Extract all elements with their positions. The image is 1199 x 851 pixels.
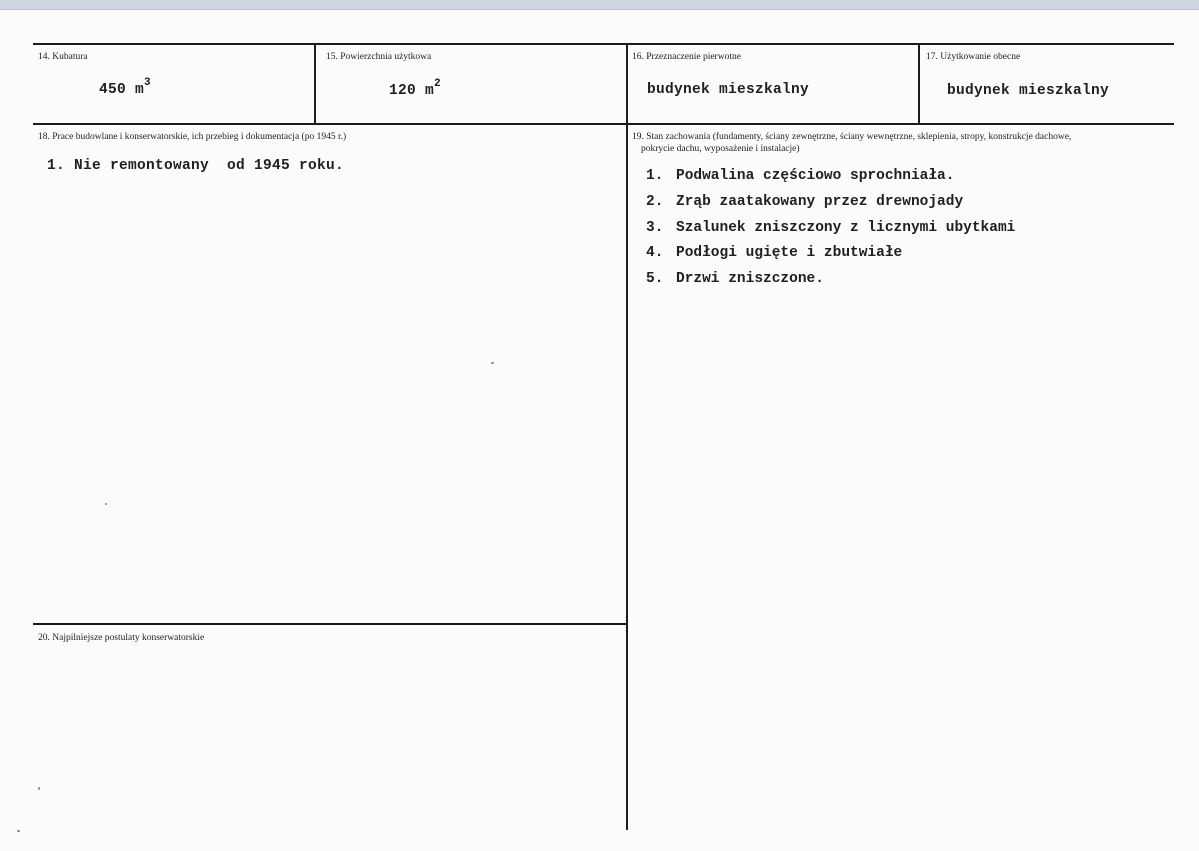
stan-item	[646, 267, 1015, 293]
rule-top	[33, 43, 1174, 45]
stan-label-line2: pokrycie dachu, wyposażenie i instalacje)	[641, 144, 800, 154]
stan-label-line1: 19. Stan zachowania (fundamenty, ściany zewnętrzne, ściany wewnętrzne, sklepienia, stropy, konstrukcje dachowe,	[632, 132, 1072, 142]
divider-center	[626, 43, 628, 830]
powierzchnia-label: 15. Powierzchnia użytkowa	[326, 52, 432, 62]
rule-row2	[33, 123, 1174, 125]
powierzchnia-exponent: 2	[434, 78, 441, 90]
stan-item	[646, 241, 1015, 267]
kubatura-number: 450	[99, 81, 127, 98]
stan-item-text: Szalunek zniszczony z licznymi ubytkami	[676, 219, 1016, 236]
rule-row3	[33, 623, 628, 625]
stan-item-number: 3.	[646, 219, 664, 236]
uzytkowanie-value: budynek mieszkalny	[947, 83, 1110, 99]
stan-items-list	[646, 164, 1015, 293]
stan-item	[646, 190, 1015, 216]
stan-item	[646, 216, 1015, 242]
scan-speck	[491, 362, 494, 364]
stan-item-text: Podłogi ugięte i zbutwiałe	[676, 245, 903, 262]
scan-speck	[17, 830, 20, 832]
stan-item-text: Podwalina częściowo sprochniała.	[676, 168, 955, 184]
divider-col1	[314, 43, 316, 124]
stan-item-text: Drzwi zniszczone.	[676, 271, 824, 288]
scan-speck	[105, 503, 107, 505]
przeznaczenie-label: 16. Przeznaczenie pierwotne	[632, 52, 741, 62]
powierzchnia-unit: m	[425, 82, 435, 99]
prace-label: 18. Prace budowlane i konserwatorskie, ich przebieg i dokumentacja (po 1945 r.)	[38, 132, 347, 142]
prace-value: 1. Nie remontowany od 1945 roku.	[47, 158, 345, 174]
stan-item	[646, 164, 1015, 190]
uzytkowanie-label: 17. Użytkowanie obecne	[926, 52, 1021, 62]
stan-item-number: 4.	[646, 245, 664, 262]
stan-item-text: Zrąb zaatakowany przez drewnojady	[676, 193, 964, 210]
stan-item-number: 2.	[646, 193, 664, 210]
przeznaczenie-value: budynek mieszkalny	[647, 82, 810, 98]
powierzchnia-value	[389, 80, 441, 99]
kubatura-unit: m	[135, 81, 145, 98]
powierzchnia-number: 120	[389, 82, 417, 99]
stan-item-number: 1.	[646, 168, 664, 184]
scan-edge	[0, 0, 1199, 10]
scan-speck	[38, 787, 40, 790]
stan-label	[632, 131, 1071, 155]
kubatura-value	[99, 79, 151, 98]
kubatura-label: 14. Kubatura	[38, 52, 88, 62]
kubatura-exponent: 3	[144, 77, 151, 89]
divider-col3	[918, 43, 920, 124]
stan-item-number: 5.	[646, 271, 664, 288]
postulaty-label: 20. Najpilniejsze postulaty konserwatorskie	[38, 633, 205, 643]
